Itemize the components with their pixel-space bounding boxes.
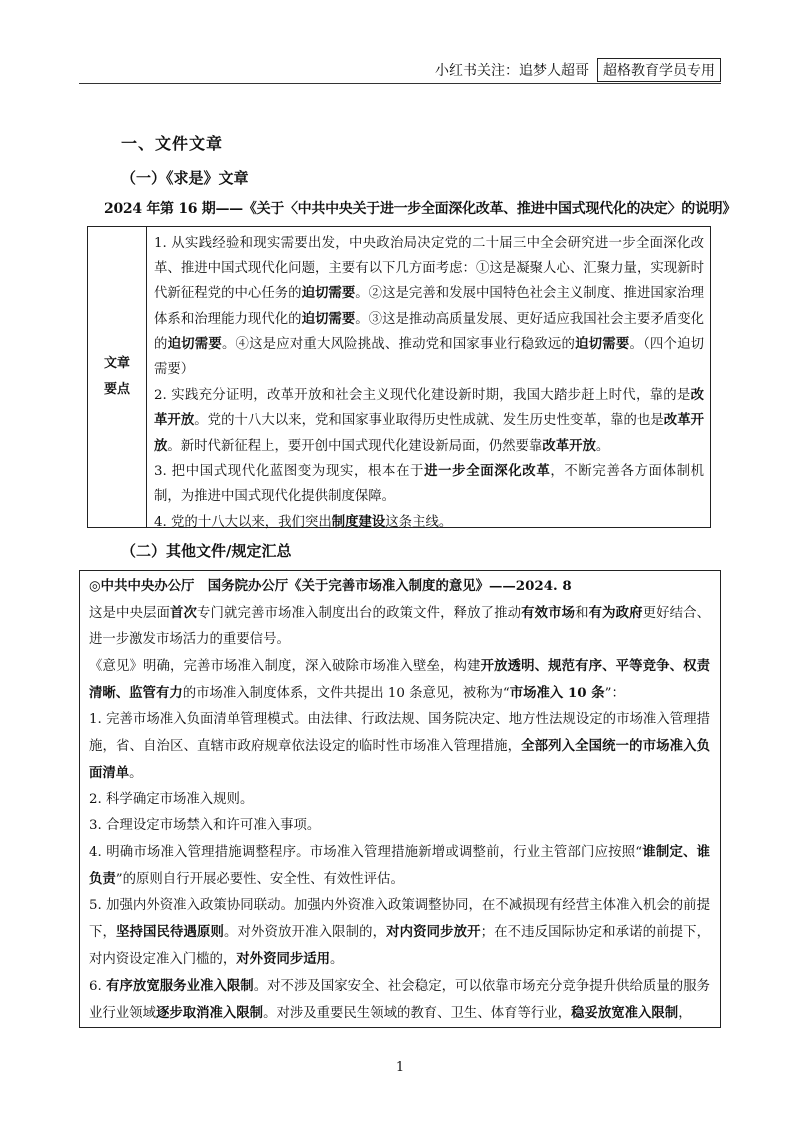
- point-4: 4. 党的十八大以来，我们突出制度建设这条主线。: [154, 513, 453, 530]
- item-4: 4. 明确市场准入管理措施调整程序。市场准入管理措施新增或调整前，行业主管部门应按照“谁制定、谁负责”的原则自行开展必要性、安全性、有效性评估。: [89, 844, 710, 887]
- opinion-paragraph: 《意见》明确，完善市场准入制度，深入破除市场准入壁垒，构建开放透明、规范有序、平等竞争、权责清晰、监管有力的市场准入制度体系，文件共提出 10 条意见，被称为“市场准入 10 条”：: [89, 658, 711, 701]
- item-1: 1. 完善市场准入负面清单管理模式。由法律、行政法规、国务院决定、地方性法规设定的市场准入管理措施，省、自治区、直辖市政府规章依法设定的临时性市场准入管理措施，全部列入全国统一的市场准入负面清单。: [89, 712, 710, 781]
- intro-paragraph: 这是中央层面首次专门就完善市场准入制度出台的政策文件，释放了推动有效市场和有为政府更好结合、进一步激发市场活力的重要信号。: [89, 605, 711, 647]
- item-3: 3. 合理设定市场禁入和许可准入事项。: [89, 818, 321, 833]
- label-line-2: 要点: [103, 382, 130, 397]
- key-points-table: [87, 226, 711, 528]
- key-points-label: [88, 227, 147, 527]
- item-6: 6. 有序放宽服务业准入限制。对不涉及国家安全、社会稳定，可以依靠市场充分竞争提升供给质量的服务业行业领域逐步取消准入限制。对涉及重要民生领域的教育、卫生、体育等行业，稳妥放宽准入限制，: [89, 978, 711, 1021]
- page-number: 1: [395, 1060, 405, 1075]
- issue-line: 2024 年第 16 期——《关于〈中共中央关于进一步全面深化改革、推进中国式现代化的决定〉的说明》: [104, 201, 737, 217]
- doc-title: ◎中共中央办公厅 国务院办公厅《关于完善市场准入制度的意见》——2024. 8: [89, 578, 572, 594]
- point-2: 2. 实践充分证明，改革开放和社会主义现代化建设新时期，我国大踏步赶上时代，靠的是改革开放。党的十八大以来，党和国家事业取得历史性成就、发生历史性变革，靠的也是改革开放。新时代新征程上，要开创中国式现代化建设新局面，仍然要靠改革开放。: [154, 386, 705, 454]
- point-3: 3. 把中国式现代化蓝图变为现实，根本在于进一步全面深化改革，不断完善各方面体制机制，为推进中国式现代化提供制度保障。: [154, 463, 705, 504]
- item-5: 5. 加强内外资准入政策协同联动。加强内外资准入政策调整协同，在不减损现有经营主体准入机会的前提下，坚持国民待遇原则。对外资放开准入限制的，对内资同步放开；在不违反国际协定和承诺的前提下，对内资设定准入门槛的，对外资同步适用。: [89, 898, 711, 967]
- section-title: 一、文件文章: [121, 134, 224, 153]
- page-header: [435, 58, 721, 82]
- subsection-qiushi-title: （一）《求是》文章: [121, 169, 249, 187]
- header-tag: 超格教育学员专用: [597, 58, 721, 82]
- item-2: 2. 科学确定市场准入规则。: [89, 792, 254, 807]
- header-divider: [79, 83, 721, 84]
- subsection-other-docs-title: （二）其他文件/规定汇总: [121, 542, 292, 560]
- regulation-summary-box: [79, 570, 721, 1028]
- point-1: 1. 从实践经验和现实需要出发，中央政治局决定党的二十届三中全会研究进一步全面深化改革、推进中国式现代化问题，主要有以下几方面考虑：①这是凝聚人心、汇聚力量，实现新时代新征程党的中心任务的迫切需要。②这是完善和发展中国特色社会主义制度、推进国家治理体系和治理能力现代化的迫切需要。③这是推动高质量发展、更好适应我国社会主要矛盾变化的迫切需要。④这是应对重大风险挑战、推动党和国家事业行稳致远的迫切需要。（四个迫切需要）: [154, 236, 705, 377]
- label-line-1: 文章: [103, 356, 130, 371]
- header-text: 小红书关注：追梦人超哥: [435, 63, 589, 79]
- key-points-content: [147, 227, 710, 530]
